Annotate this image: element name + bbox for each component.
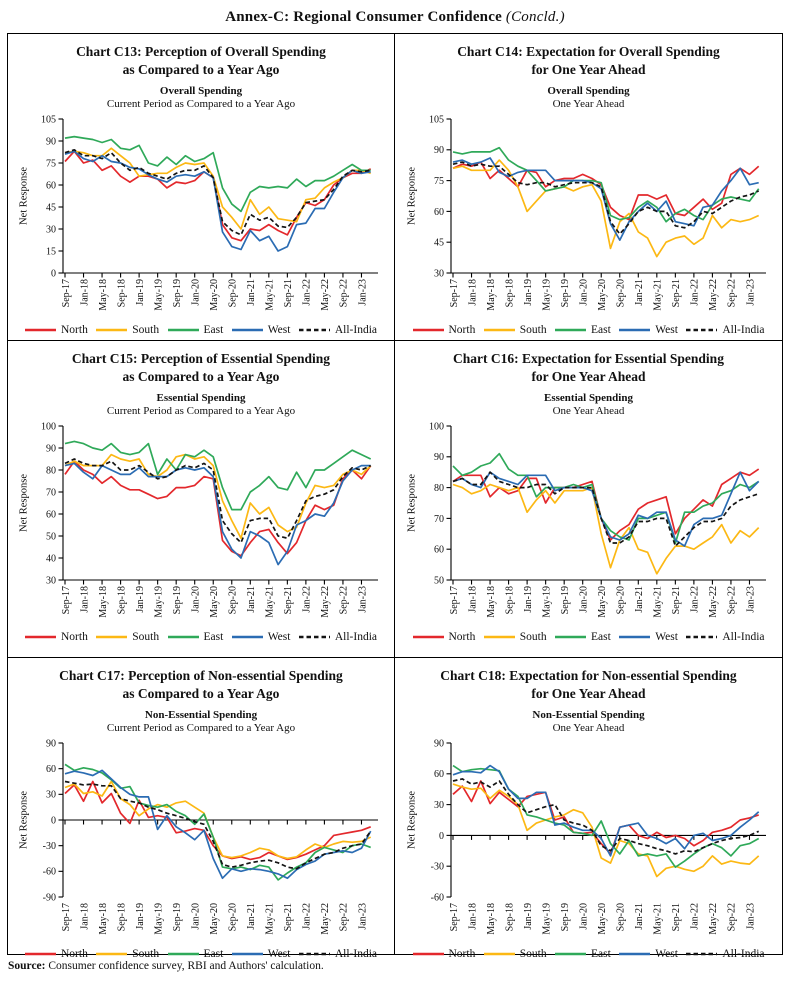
svg-text:Jan-22: Jan-22: [689, 586, 701, 614]
legend-item-north: [413, 631, 476, 643]
chart-c13-subtitle2: Current Period as Compared to a Year Ago: [106, 98, 296, 111]
svg-text:-60: -60: [430, 892, 444, 904]
chart-grid: [7, 33, 783, 961]
legend-item-all-india: [686, 948, 764, 960]
legend-item-west: [619, 631, 678, 643]
svg-text:100: 100: [41, 421, 56, 433]
svg-text:Sep-19: Sep-19: [171, 903, 183, 932]
legend-label: West: [267, 948, 291, 961]
svg-text:Jan-19: Jan-19: [522, 279, 534, 307]
svg-text:Sep-17: Sep-17: [60, 279, 72, 308]
svg-text:30: 30: [46, 224, 56, 236]
svg-text:Jan-21: Jan-21: [633, 586, 645, 614]
legend-line-all-india: [299, 950, 330, 958]
svg-text:-90: -90: [42, 892, 56, 904]
legend-label: All-India: [722, 324, 765, 337]
legend-line-south: [96, 950, 127, 958]
svg-text:Sep-17: Sep-17: [60, 903, 72, 932]
chart-cell-c15: [8, 341, 395, 658]
legend-line-south: [484, 326, 515, 334]
svg-text:90: 90: [46, 738, 56, 750]
legend-label: South: [132, 948, 160, 961]
legend-line-east: [555, 633, 586, 641]
svg-text:May-19: May-19: [540, 279, 552, 312]
legend-line-west: [619, 633, 650, 641]
legend-item-south: [96, 948, 159, 960]
legend-line-south: [484, 633, 515, 641]
svg-text:Jan-21: Jan-21: [633, 279, 645, 307]
svg-text:May-20: May-20: [596, 279, 608, 312]
legend-line-north: [413, 633, 444, 641]
legend-line-north: [25, 326, 56, 334]
svg-text:50: 50: [433, 575, 444, 587]
svg-text:Jan-20: Jan-20: [190, 279, 202, 307]
chart-c13-title-line2: as Compared to a Year Ago: [122, 61, 280, 77]
svg-text:Jan-19: Jan-19: [522, 586, 534, 614]
svg-text:Sep-21: Sep-21: [283, 279, 295, 308]
svg-text:60: 60: [433, 545, 444, 557]
chart-cell-c16: [395, 341, 782, 658]
legend-item-north: [25, 631, 88, 643]
svg-text:May-21: May-21: [264, 903, 276, 936]
svg-text:May-22: May-22: [707, 279, 719, 312]
svg-text:Jan-19: Jan-19: [522, 903, 534, 931]
legend-item-all-india: [299, 324, 377, 336]
chart-c13-subtitle: Overall Spending: [159, 85, 243, 98]
svg-text:60: 60: [433, 769, 444, 781]
svg-text:75: 75: [46, 158, 56, 170]
chart-c17-plot: [16, 736, 386, 948]
svg-text:May-22: May-22: [320, 279, 332, 312]
legend-label: South: [519, 631, 547, 644]
legend-label: East: [591, 948, 611, 961]
legend-line-all-india: [686, 633, 717, 641]
svg-text:Sep-20: Sep-20: [615, 903, 627, 932]
svg-text:Jan-21: Jan-21: [246, 586, 258, 614]
svg-text:May-19: May-19: [540, 586, 552, 619]
svg-text:Sep-17: Sep-17: [448, 279, 460, 308]
chart-c17-legend: [25, 948, 377, 960]
chart-c14-title-line2: for One Year Ahead: [531, 61, 646, 77]
svg-text:Sep-22: Sep-22: [726, 586, 738, 615]
svg-text:90: 90: [46, 443, 56, 455]
chart-c13-plot: [16, 112, 386, 324]
svg-text:Net Response: Net Response: [18, 791, 30, 850]
svg-text:Jan-20: Jan-20: [190, 586, 202, 614]
svg-text:30: 30: [46, 575, 56, 587]
legend-label: All-India: [722, 631, 765, 644]
svg-text:May-19: May-19: [540, 903, 552, 936]
svg-text:70: 70: [46, 487, 56, 499]
chart-c15-subtitle2: Current Period as Compared to a Year Ago: [106, 405, 296, 418]
svg-text:Sep-20: Sep-20: [227, 279, 239, 308]
chart-c18-legend: [413, 948, 765, 960]
svg-text:90: 90: [46, 136, 56, 148]
svg-text:Sep-19: Sep-19: [559, 279, 571, 308]
svg-text:May-18: May-18: [485, 586, 497, 619]
svg-text:Jan-20: Jan-20: [578, 586, 590, 614]
legend-item-west: [232, 324, 291, 336]
chart-c13-title: [76, 43, 326, 78]
svg-text:30: 30: [433, 800, 444, 812]
svg-text:Sep-21: Sep-21: [670, 586, 682, 615]
legend-label: North: [61, 324, 88, 337]
svg-text:90: 90: [433, 452, 444, 464]
svg-text:May-21: May-21: [264, 279, 276, 312]
svg-text:Jan-19: Jan-19: [134, 586, 146, 614]
legend-label: North: [61, 631, 88, 644]
svg-text:45: 45: [46, 202, 56, 214]
legend-item-east: [168, 324, 224, 336]
svg-text:Jan-18: Jan-18: [79, 586, 91, 614]
legend-label: All-India: [334, 324, 377, 337]
svg-text:Jan-23: Jan-23: [744, 279, 756, 307]
legend-label: West: [655, 324, 678, 337]
legend-line-west: [232, 950, 263, 958]
legend-item-east: [555, 948, 611, 960]
svg-text:Sep-22: Sep-22: [338, 279, 350, 308]
chart-c17-title: [59, 667, 343, 702]
legend-line-all-india: [686, 326, 717, 334]
source-text: Consumer confidence survey, RBI and Authors' calculation.: [45, 960, 324, 972]
legend-line-west: [232, 633, 263, 641]
svg-text:Sep-18: Sep-18: [503, 586, 515, 615]
svg-text:Jan-22: Jan-22: [689, 279, 701, 307]
source-label: Source:: [8, 960, 46, 972]
chart-c15-title: [72, 350, 330, 385]
page-title-suffix: (Concld.): [505, 9, 565, 25]
legend-label: West: [655, 948, 678, 961]
chart-cell-c17: [8, 658, 395, 961]
legend-line-south: [96, 326, 127, 334]
chart-c18-title: [440, 667, 736, 702]
svg-text:Sep-22: Sep-22: [338, 586, 350, 615]
svg-text:Sep-19: Sep-19: [171, 586, 183, 615]
svg-text:Sep-18: Sep-18: [503, 279, 515, 308]
svg-text:Net Response: Net Response: [18, 474, 30, 533]
svg-text:Net Response: Net Response: [406, 167, 417, 226]
chart-c15-title-line2: as Compared to a Year Ago: [122, 368, 280, 384]
legend-line-west: [232, 326, 263, 334]
svg-text:Sep-18: Sep-18: [116, 903, 128, 932]
legend-label: South: [519, 324, 547, 337]
svg-text:90: 90: [433, 738, 444, 750]
svg-text:May-21: May-21: [264, 586, 276, 619]
chart-c17-title-line2: as Compared to a Year Ago: [122, 685, 280, 701]
svg-text:Sep-21: Sep-21: [670, 903, 682, 932]
svg-text:40: 40: [46, 553, 56, 565]
svg-text:60: 60: [433, 207, 444, 219]
svg-text:30: 30: [46, 790, 56, 802]
legend-label: South: [519, 948, 547, 961]
svg-text:Sep-17: Sep-17: [60, 586, 72, 615]
svg-text:Sep-17: Sep-17: [448, 586, 460, 615]
svg-text:May-18: May-18: [485, 279, 497, 312]
svg-text:-60: -60: [42, 867, 56, 879]
legend-line-west: [619, 326, 650, 334]
svg-text:May-18: May-18: [97, 279, 109, 312]
legend-item-all-india: [686, 324, 764, 336]
svg-text:80: 80: [46, 465, 56, 477]
legend-label: East: [203, 631, 224, 644]
chart-cell-c13: [8, 34, 395, 341]
legend-label: North: [448, 948, 476, 961]
svg-text:May-19: May-19: [153, 279, 165, 312]
svg-text:Sep-20: Sep-20: [615, 586, 627, 615]
legend-label: South: [132, 631, 160, 644]
svg-text:Sep-22: Sep-22: [338, 903, 350, 932]
legend-label: East: [203, 324, 224, 337]
svg-text:Jan-23: Jan-23: [357, 903, 369, 931]
svg-text:Jan-22: Jan-22: [301, 903, 313, 931]
svg-text:May-20: May-20: [209, 903, 221, 936]
source-note: [8, 960, 790, 972]
legend-line-north: [25, 950, 56, 958]
svg-text:May-21: May-21: [652, 586, 664, 619]
chart-c17-title-line1: Chart C17: Perception of Non-essential Spending: [59, 668, 343, 683]
legend-line-north: [413, 950, 444, 958]
legend-item-all-india: [686, 631, 764, 643]
svg-text:Jan-19: Jan-19: [134, 903, 146, 931]
svg-text:105: 105: [428, 114, 444, 126]
chart-c13-title-line1: Chart C13: Perception of Overall Spending: [76, 44, 326, 59]
svg-text:75: 75: [433, 176, 444, 188]
legend-line-east: [168, 950, 199, 958]
legend-line-all-india: [686, 950, 717, 958]
chart-c16-plot: [404, 419, 774, 631]
chart-c17-subtitle: Non-Essential Spending: [144, 709, 258, 722]
legend-line-east: [168, 633, 199, 641]
svg-text:May-18: May-18: [97, 903, 109, 936]
svg-text:105: 105: [41, 114, 56, 126]
chart-c14-legend: [413, 324, 765, 336]
chart-c14-subtitle: Overall Spending: [547, 85, 630, 98]
svg-text:Sep-22: Sep-22: [726, 279, 738, 308]
legend-item-west: [232, 631, 291, 643]
svg-text:Jan-20: Jan-20: [190, 903, 202, 931]
svg-text:80: 80: [433, 483, 444, 495]
svg-text:Net Response: Net Response: [406, 791, 417, 850]
chart-c16-title-line1: Chart C16: Expectation for Essential Spending: [453, 351, 724, 366]
svg-text:50: 50: [46, 531, 56, 543]
svg-text:30: 30: [433, 268, 444, 280]
svg-text:Sep-21: Sep-21: [670, 279, 682, 308]
legend-label: East: [203, 948, 224, 961]
svg-text:Jan-23: Jan-23: [744, 903, 756, 931]
svg-text:Sep-17: Sep-17: [448, 903, 460, 932]
svg-text:May-22: May-22: [320, 586, 332, 619]
chart-c14-plot: [404, 112, 774, 324]
svg-text:0: 0: [438, 831, 444, 843]
chart-c13-legend: [25, 324, 377, 336]
chart-c14-title: [457, 43, 720, 78]
svg-text:May-20: May-20: [596, 903, 608, 936]
svg-text:Jan-19: Jan-19: [134, 279, 146, 307]
legend-item-south: [96, 631, 159, 643]
legend-item-west: [619, 324, 678, 336]
svg-text:Jan-23: Jan-23: [357, 279, 369, 307]
legend-item-south: [484, 948, 547, 960]
legend-item-south: [96, 324, 159, 336]
svg-text:60: 60: [46, 764, 56, 776]
legend-label: North: [448, 324, 476, 337]
legend-label: East: [591, 324, 611, 337]
svg-text:Sep-21: Sep-21: [283, 586, 295, 615]
svg-text:Sep-19: Sep-19: [559, 903, 571, 932]
svg-text:May-18: May-18: [97, 586, 109, 619]
legend-item-east: [168, 948, 224, 960]
svg-text:Jan-23: Jan-23: [357, 586, 369, 614]
svg-text:Jan-20: Jan-20: [578, 279, 590, 307]
svg-text:Sep-19: Sep-19: [171, 279, 183, 308]
legend-label: East: [591, 631, 611, 644]
svg-text:May-19: May-19: [153, 903, 165, 936]
svg-text:May-20: May-20: [596, 586, 608, 619]
svg-text:Jan-23: Jan-23: [744, 586, 756, 614]
legend-label: West: [655, 631, 678, 644]
legend-item-east: [555, 631, 611, 643]
legend-line-all-india: [299, 326, 330, 334]
legend-line-west: [619, 950, 650, 958]
svg-text:Sep-18: Sep-18: [503, 903, 515, 932]
chart-cell-c14: [395, 34, 782, 341]
svg-text:May-21: May-21: [652, 279, 664, 312]
legend-line-south: [484, 950, 515, 958]
svg-text:45: 45: [433, 238, 444, 250]
chart-c16-legend: [413, 631, 765, 643]
svg-text:Net Response: Net Response: [406, 474, 417, 533]
legend-item-south: [484, 631, 547, 643]
svg-text:May-20: May-20: [209, 586, 221, 619]
svg-text:15: 15: [46, 246, 56, 258]
svg-text:Jan-22: Jan-22: [301, 279, 313, 307]
chart-c16-title-line2: for One Year Ahead: [531, 368, 646, 384]
legend-label: North: [61, 948, 88, 961]
svg-text:60: 60: [46, 180, 56, 192]
svg-text:Sep-20: Sep-20: [227, 903, 239, 932]
legend-item-south: [484, 324, 547, 336]
chart-c15-title-line1: Chart C15: Perception of Essential Spending: [71, 351, 331, 366]
legend-line-east: [168, 326, 199, 334]
svg-text:0: 0: [51, 268, 56, 280]
svg-text:May-18: May-18: [485, 903, 497, 936]
svg-text:70: 70: [433, 514, 444, 526]
svg-text:Jan-18: Jan-18: [466, 586, 478, 614]
svg-text:Jan-21: Jan-21: [246, 903, 258, 931]
svg-text:Net Response: Net Response: [18, 167, 30, 226]
svg-text:May-20: May-20: [209, 279, 221, 312]
legend-line-north: [25, 633, 56, 641]
legend-label: West: [267, 631, 291, 644]
chart-c17-subtitle2: Current Period as Compared to a Year Ago: [106, 722, 296, 735]
svg-text:-30: -30: [42, 841, 56, 853]
svg-text:Jan-22: Jan-22: [689, 903, 701, 931]
legend-item-all-india: [299, 631, 377, 643]
legend-line-all-india: [299, 633, 330, 641]
legend-label: All-India: [334, 631, 377, 644]
svg-text:May-21: May-21: [652, 903, 664, 936]
svg-text:May-22: May-22: [707, 903, 719, 936]
legend-label: All-India: [334, 948, 377, 961]
svg-text:Sep-18: Sep-18: [116, 279, 128, 308]
svg-text:Sep-20: Sep-20: [227, 586, 239, 615]
legend-label: West: [267, 324, 291, 337]
page-title: [0, 0, 790, 33]
chart-c14-title-line1: Chart C14: Expectation for Overall Spending: [457, 44, 720, 59]
legend-item-north: [413, 948, 476, 960]
svg-text:-30: -30: [430, 862, 444, 874]
svg-text:60: 60: [46, 509, 56, 521]
chart-c14-subtitle2: One Year Ahead: [552, 98, 625, 111]
svg-text:May-19: May-19: [153, 586, 165, 619]
legend-item-north: [25, 324, 88, 336]
legend-line-east: [555, 950, 586, 958]
svg-text:May-22: May-22: [707, 586, 719, 619]
svg-text:Jan-21: Jan-21: [633, 903, 645, 931]
svg-text:0: 0: [51, 815, 56, 827]
svg-text:Sep-21: Sep-21: [283, 903, 295, 932]
svg-text:Sep-22: Sep-22: [726, 903, 738, 932]
legend-item-north: [413, 324, 476, 336]
svg-text:Jan-18: Jan-18: [79, 903, 91, 931]
legend-item-north: [25, 948, 88, 960]
svg-text:Sep-19: Sep-19: [559, 586, 571, 615]
legend-line-east: [555, 326, 586, 334]
legend-label: South: [132, 324, 160, 337]
svg-text:Jan-21: Jan-21: [246, 279, 258, 307]
chart-c16-subtitle: Essential Spending: [544, 392, 633, 405]
chart-c15-subtitle: Essential Spending: [156, 392, 246, 405]
chart-c18-subtitle2: One Year Ahead: [552, 722, 625, 735]
svg-text:100: 100: [428, 421, 444, 433]
svg-text:90: 90: [433, 145, 444, 157]
svg-text:Sep-18: Sep-18: [116, 586, 128, 615]
page-title-main: Annex-C: Regional Consumer Confidence: [225, 9, 506, 25]
legend-item-all-india: [299, 948, 377, 960]
chart-c18-title-line2: for One Year Ahead: [531, 685, 646, 701]
legend-label: All-India: [722, 948, 765, 961]
legend-label: North: [448, 631, 476, 644]
legend-item-east: [168, 631, 224, 643]
chart-c16-title: [453, 350, 724, 385]
chart-c18-plot: [404, 736, 774, 948]
legend-item-west: [619, 948, 678, 960]
svg-text:Jan-18: Jan-18: [466, 279, 478, 307]
chart-c18-title-line1: Chart C18: Expectation for Non-essential Spending: [440, 668, 737, 683]
chart-c18-subtitle: Non-Essential Spending: [532, 709, 645, 722]
svg-text:Jan-20: Jan-20: [578, 903, 590, 931]
chart-c15-plot: [16, 419, 386, 631]
legend-line-north: [413, 326, 444, 334]
legend-item-east: [555, 324, 611, 336]
chart-c16-subtitle2: One Year Ahead: [552, 405, 625, 418]
chart-cell-c18: [395, 658, 782, 961]
svg-text:Jan-22: Jan-22: [301, 586, 313, 614]
svg-text:May-22: May-22: [320, 903, 332, 936]
svg-text:Jan-18: Jan-18: [79, 279, 91, 307]
chart-c15-legend: [25, 631, 377, 643]
legend-item-west: [232, 948, 291, 960]
legend-line-south: [96, 633, 127, 641]
svg-text:Jan-18: Jan-18: [466, 903, 478, 931]
svg-text:Sep-20: Sep-20: [615, 279, 627, 308]
